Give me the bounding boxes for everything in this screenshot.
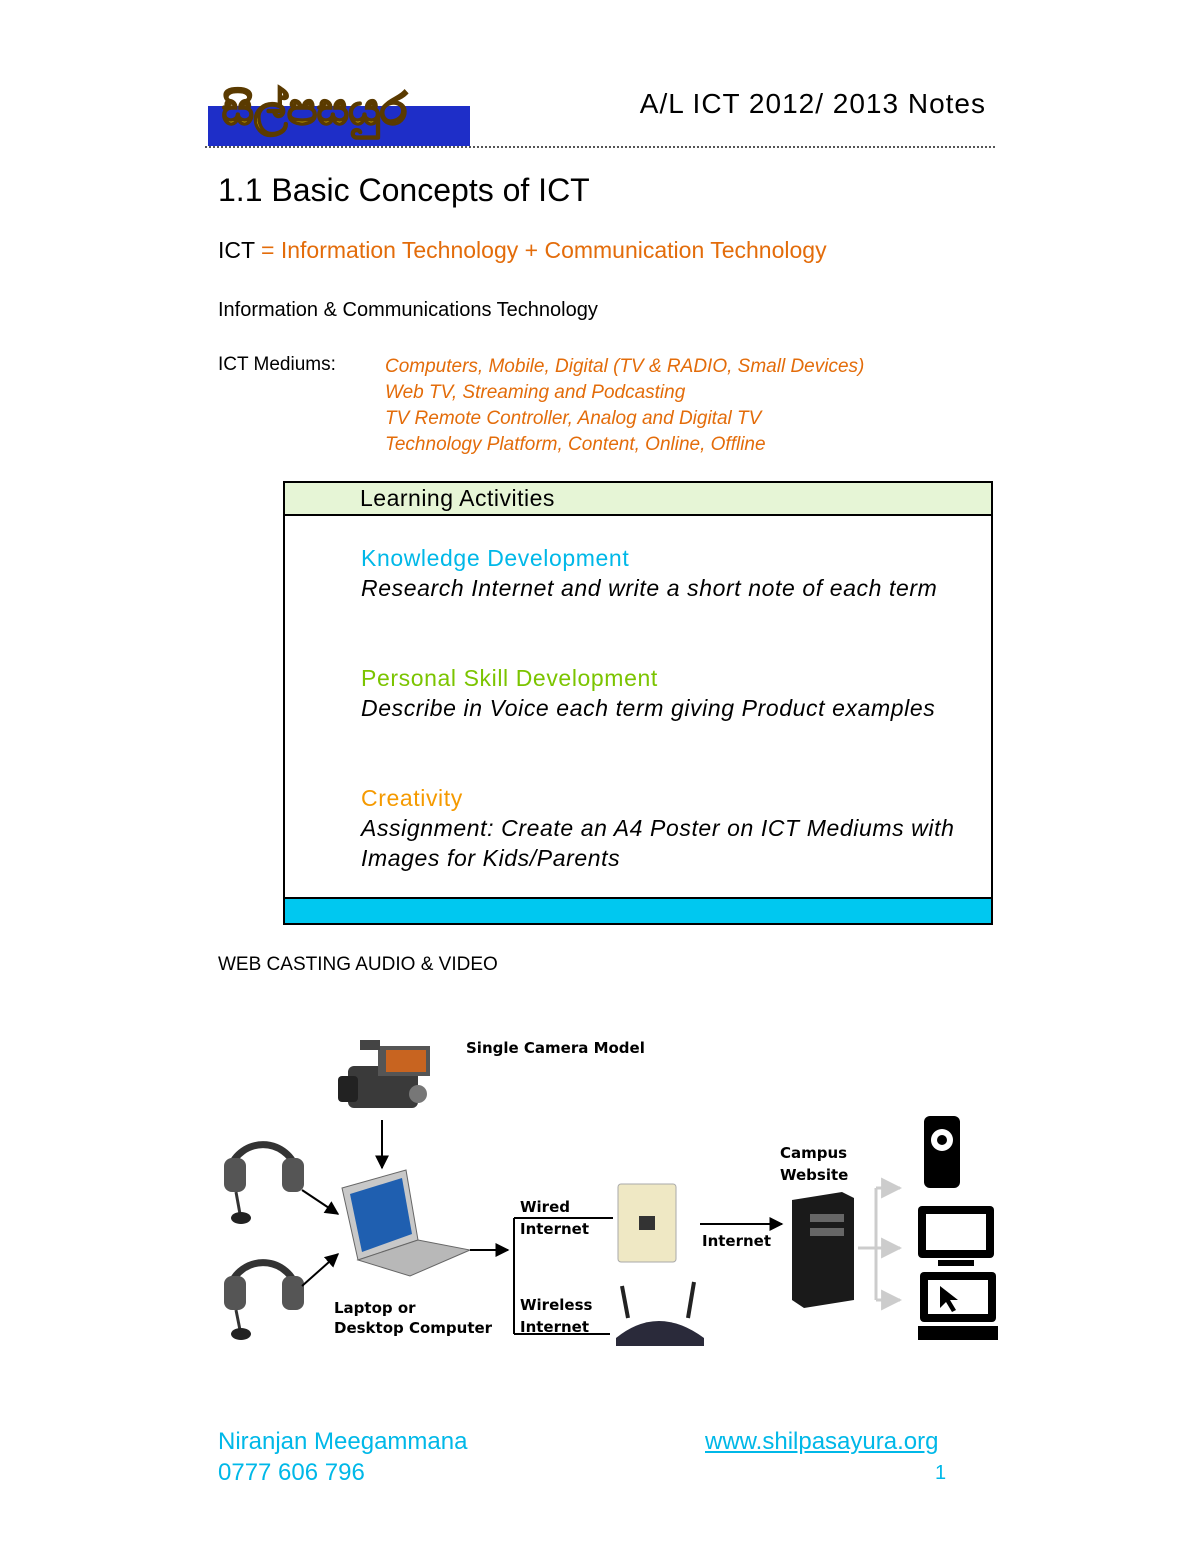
laptop-label: Desktop Computer bbox=[334, 1319, 493, 1337]
activity-title: Creativity bbox=[361, 785, 463, 811]
activity-personal-skill bbox=[361, 663, 981, 723]
laptop-label: Laptop or bbox=[334, 1299, 416, 1317]
ict-full-name: Information & Communications Technology bbox=[218, 299, 598, 321]
activity-title: Knowledge Development bbox=[361, 545, 630, 571]
medium-item: TV Remote Controller, Analog and Digital TV bbox=[385, 408, 762, 429]
wireless-label: Wireless bbox=[520, 1296, 593, 1314]
webcasting-heading: WEB CASTING AUDIO & VIDEO bbox=[218, 954, 498, 975]
footer-website-link[interactable]: www.shilpasayura.org bbox=[705, 1428, 939, 1455]
activity-desc: Research Internet and write a short note of each term bbox=[361, 575, 938, 601]
ict-equation-text: = Information Technology + Communication Technology bbox=[261, 237, 827, 263]
footer-author: Niranjan Meegammana bbox=[218, 1428, 468, 1455]
medium-item: Computers, Mobile, Digital (TV & RADIO, Small Devices) bbox=[385, 356, 865, 377]
activity-title: Personal Skill Development bbox=[361, 665, 658, 691]
learning-activities-box bbox=[283, 481, 993, 925]
campus-label: Website bbox=[780, 1166, 849, 1184]
medium-item: Web TV, Streaming and Podcasting bbox=[385, 382, 686, 403]
server-tower-icon bbox=[792, 1192, 854, 1308]
media-player-icon bbox=[924, 1116, 960, 1188]
activity-creativity bbox=[361, 783, 981, 873]
learning-activities-header bbox=[285, 483, 991, 516]
ict-prefix: ICT bbox=[218, 237, 262, 263]
activity-knowledge bbox=[361, 543, 981, 603]
medium-item: Technology Platform, Content, Online, Offline bbox=[385, 434, 766, 455]
footer-phone: 0777 606 796 bbox=[218, 1459, 365, 1486]
campus-label: Campus bbox=[780, 1144, 848, 1162]
learning-activities-heading: Learning Activities bbox=[360, 485, 555, 511]
header-title: A/L ICT 2012/ 2013 Notes bbox=[639, 88, 986, 119]
wall-jack-icon bbox=[618, 1184, 676, 1262]
desktop-cursor-icon bbox=[918, 1272, 998, 1340]
mediums-list bbox=[385, 354, 864, 458]
shilpasayura-logo bbox=[208, 72, 470, 146]
laptop-icon bbox=[342, 1170, 470, 1276]
tv-monitor-icon bbox=[918, 1206, 994, 1266]
camera-label: Single Camera Model bbox=[466, 1039, 645, 1057]
activity-desc: Describe in Voice each term giving Product examples bbox=[361, 695, 936, 721]
wireless-router-icon bbox=[616, 1282, 704, 1346]
learning-activities-footer bbox=[285, 897, 991, 923]
headset-icon bbox=[224, 1145, 304, 1224]
wireless-label: Internet bbox=[520, 1318, 590, 1336]
internet-label: Internet bbox=[702, 1232, 772, 1250]
page-title: 1.1 Basic Concepts of ICT bbox=[218, 172, 590, 208]
video-camera-icon bbox=[338, 1040, 430, 1108]
wired-label: Internet bbox=[520, 1220, 590, 1238]
header-divider bbox=[205, 146, 995, 148]
page-number: 1 bbox=[935, 1462, 947, 1484]
mediums-label: ICT Mediums: bbox=[218, 354, 336, 375]
logo-text: සිල්පසයුර bbox=[222, 84, 407, 135]
activity-desc: Assignment: Create an A4 Poster on ICT Mediums with Images for Kids/Parents bbox=[361, 815, 955, 871]
headset-icon bbox=[224, 1263, 304, 1340]
webcasting-diagram bbox=[218, 1028, 1008, 1358]
ict-equation bbox=[218, 237, 827, 264]
wired-label: Wired bbox=[520, 1198, 570, 1216]
